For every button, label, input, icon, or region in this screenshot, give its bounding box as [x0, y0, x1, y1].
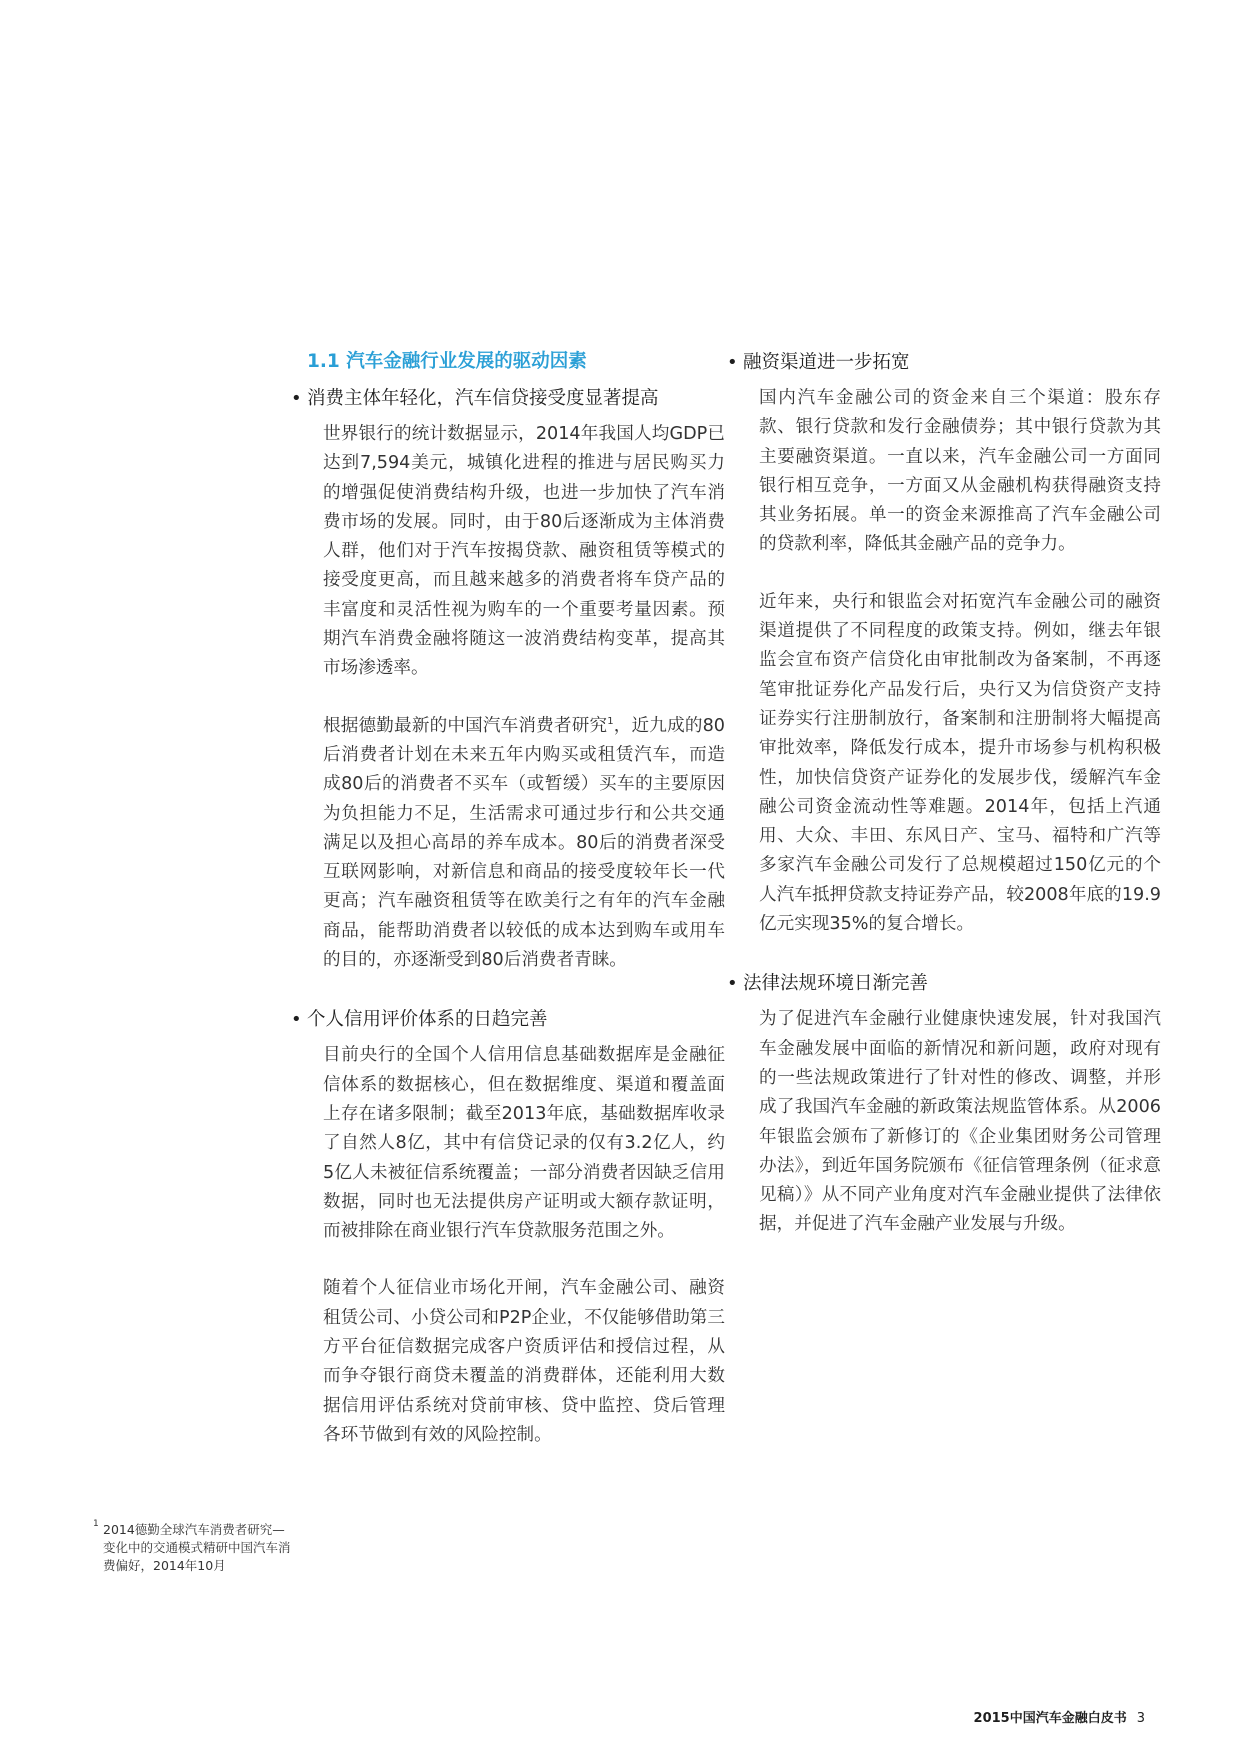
bullet-heading-text: 个人信用评价体系的日趋完善 [307, 1009, 548, 1031]
bullet-dot: • [727, 352, 738, 373]
bullet-body [307, 420, 725, 975]
paragraph: 为了促进汽车金融行业健康快速发展，针对我国汽车金融发展中面临的新情况和新问题，政府对现有的一些法规政策进行了针对性的修改、调整，并形成了我国汽车金融的新政策法规监管体系。从2006年银监会颁布了新修订的《企业集团财务公司管理办法》，到近年国务院颁布《征信管理条例（征求意见稿）》从不同产业角度对汽车金融业提供了法律依据，并促进了汽车金融产业发展与升级。 [759, 1009, 1161, 1235]
page-number: 3 [1136, 1711, 1145, 1726]
bullet-heading-credit-system [291, 1005, 725, 1035]
page-footer [974, 1707, 1145, 1726]
bullet-heading-legal-environment [727, 969, 1161, 999]
paragraph: 近年来，央行和银监会对拓宽汽车金融公司的融资渠道提供了不同程度的政策支持。例如，继去年银监会宣布资产信贷化由审批制改为备案制，不再逐笔审批证券化产品发行后，央行又为信贷资产支持证券实行注册制放行，备案制和注册制将大幅提高审批效率，降低发行成本，提升市场参与机构积极性，加快信贷资产证券化的发展步伐，缓解汽车金融公司资金流动性等难题。2014年，包括上汽通用、大众、丰田、东风日产、宝马、福特和广汽等多家汽车金融公司发行了总规模超过150亿元的个人汽车抵押贷款支持证券产品，较2008年底的19.9亿元实现35%的复合增长。 [759, 591, 1161, 935]
paragraph-with-footnote-ref [323, 712, 725, 976]
left-column [291, 348, 725, 1450]
bullet-heading-consumer-youth [291, 384, 725, 414]
bullet-heading-financing-channels [727, 348, 1161, 378]
bullet-body [743, 1005, 1161, 1239]
bullet-dot: • [291, 388, 302, 409]
section-title: 1.1 汽车金融行业发展的驱动因素 [307, 351, 587, 372]
paragraph-text: ，近九成的80后消费者计划在未来五年内购买或租赁汽车，而造成80后的消费者不买车（或暂缓）买车的主要原因为负担能力不足，生活需求可通过步行和公共交通满足以及担心高昂的养车成本。80后的消费者深受互联网影响，对新信息和商品的接受度较年长一代更高；汽车融资租赁等在欧美行之有年的汽车金融商品，能帮助消费者以较低的成本达到购车或用车的目的，亦逐渐受到80后消费者青睐。 [323, 715, 725, 971]
paragraph: 世界银行的统计数据显示，2014年我国人均GDP已达到7,594美元，城镇化进程的推进与居民购买力的增强促使消费结构升级，也进一步加快了汽车消费市场的发展。同时，由于80后逐渐成为主体消费人群，他们对于汽车按揭贷款、融资租赁等模式的接受度更高，而且越来越多的消费者将车贷产品的丰富度和灵活性视为购车的一个重要考量因素。预期汽车消费金融将随这一波消费结构变革，提高其市场渗透率。 [323, 424, 725, 679]
paragraph: 目前央行的全国个人信用信息基础数据库是金融征信体系的数据核心，但在数据维度、渠道和覆盖面上存在诸多限制；截至2013年底，基础数据库收录了自然人8亿，其中有信贷记录的仅有3.2亿人，约5亿人未被征信系统覆盖；一部分消费者因缺乏信用数据，同时也无法提供房产证明或大额存款证明，而被排除在商业银行汽车贷款服务范围之外。 [323, 1045, 725, 1242]
footnote [93, 1521, 293, 1575]
footnote-reference: 1 [607, 715, 614, 727]
right-column [727, 348, 1161, 1240]
paragraph-text: 根据德勤最新的中国汽车消费者研究 [323, 715, 608, 736]
footnote-mark: 1 [93, 1519, 99, 1529]
bullet-dot: • [291, 1009, 302, 1031]
footnote-text: 2014德勤全球汽车消费者研究—变化中的交通模式精研中国汽车消费偏好，2014年10月 [103, 1522, 291, 1573]
paragraph: 国内汽车金融公司的资金来自三个渠道：股东存款、银行贷款和发行金融债券；其中银行贷款为其主要融资渠道。一直以来，汽车金融公司一方面同银行相互竞争，一方面又从金融机构获得融资支持其业务拓展。单一的资金来源推高了汽车金融公司的贷款利率，降低其金融产品的竞争力。 [759, 388, 1161, 555]
bullet-body [307, 1041, 725, 1450]
bullet-heading-text: 融资渠道进一步拓宽 [743, 352, 910, 373]
bullet-body [743, 384, 1161, 939]
bullet-heading-text: 法律法规环境日渐完善 [743, 973, 929, 995]
paragraph: 随着个人征信业市场化开闸，汽车金融公司、融资租赁公司、小贷公司和P2P企业，不仅能够借助第三方平台征信数据完成客户资质评估和授信过程，从而争夺银行商贷未覆盖的消费群体，还能利用大数据信用评估系统对贷前审核、贷中监控、贷后管理各环节做到有效的风险控制。 [323, 1278, 725, 1445]
publication-title: 2015中国汽车金融白皮书 [973, 1711, 1127, 1726]
bullet-heading-text: 消费主体年轻化，汽车信贷接受度显著提高 [307, 388, 659, 409]
bullet-dot: • [727, 973, 738, 995]
